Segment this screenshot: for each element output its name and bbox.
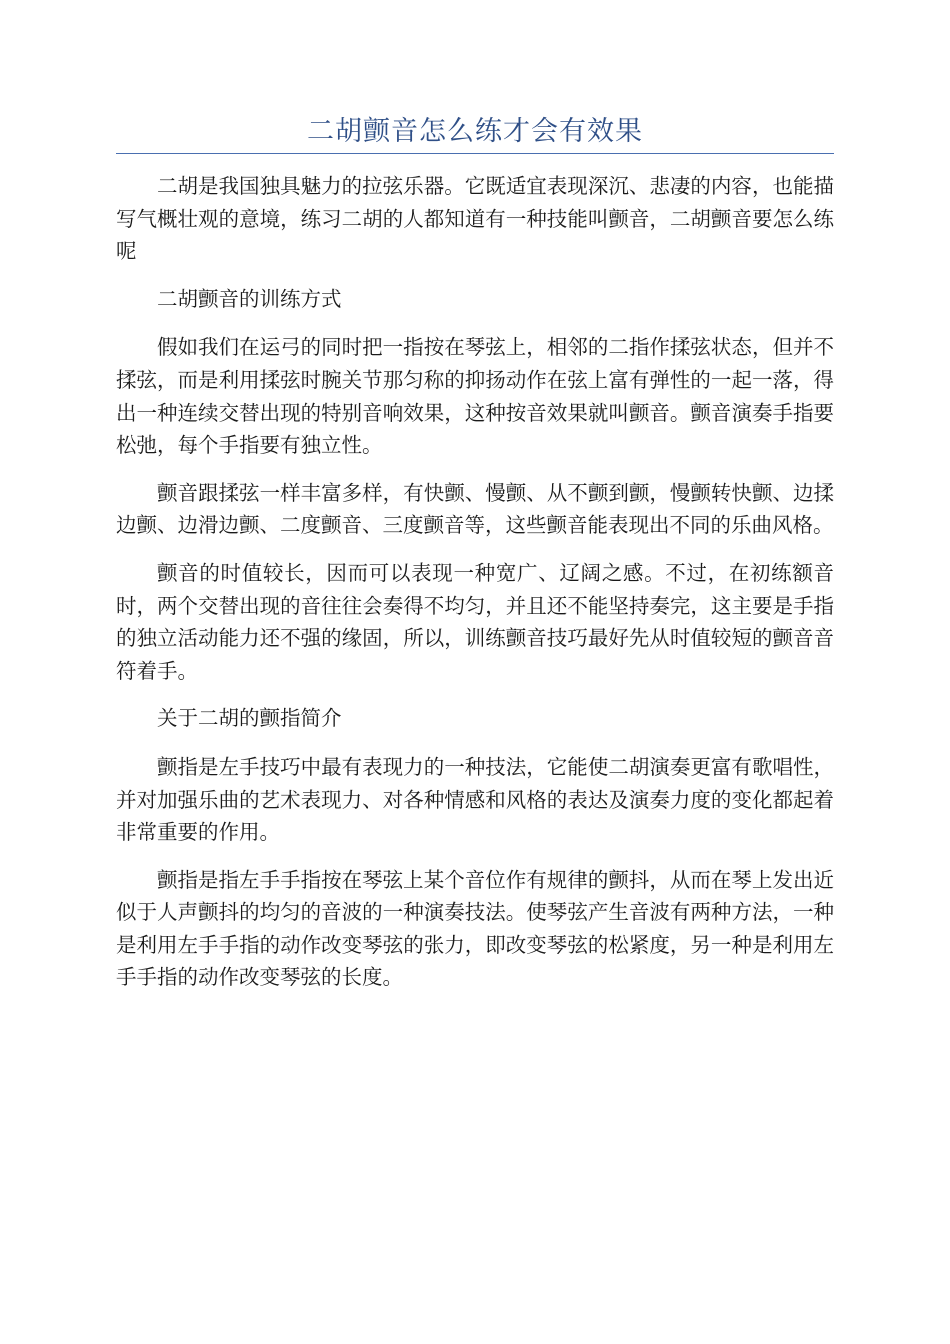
paragraph-practice-tip: 颤音的时值较长，因而可以表现一种宽广、辽阔之感。不过，在初练额音时，两个交替出现的音往往会奏得不均匀，并且还不能坚持奏完，这主要是手指的独立活动能力还不强的缘固，所以，训练颤音技巧最好先从时值较短的颤音音符着手。: [116, 560, 834, 683]
paragraph-expressiveness: 颤指是左手技巧中最有表现力的一种技法，它能使二胡演奏更富有歌唱性，并对加强乐曲的艺术表现力、对各种情感和风格的表达及演奏力度的变化都起着非常重要的作用。: [116, 754, 834, 845]
section-heading-training: 二胡颤音的训练方式: [157, 286, 342, 311]
document-body: [116, 170, 834, 994]
document-page: [116, 112, 834, 1009]
document-title: 二胡颤音怎么练才会有效果: [116, 112, 834, 154]
paragraph-technique: 颤指是指左手手指按在琴弦上某个音位作有规律的颤抖，从而在琴上发出近似于人声颤抖的均匀的音波的一种演奏技法。使琴弦产生音波有两种方法，一种是利用左手手指的动作改变琴弦的张力，即改变琴弦的松紧度，另一种是利用左手手指的动作改变琴弦的长度。: [116, 867, 834, 990]
section-heading-intro: 关于二胡的颤指简介: [157, 706, 342, 731]
paragraph-variety: 颤音跟揉弦一样丰富多样，有快颤、慢颤、从不颤到颤，慢颤转快颤、边揉边颤、边滑边颤、二度颤音、三度颤音等，这些颤音能表现出不同的乐曲风格。: [116, 480, 834, 538]
paragraph-intro: 二胡是我国独具魅力的拉弦乐器。它既适宜表现深沉、悲凄的内容，也能描写气概壮观的意境，练习二胡的人都知道有一种技能叫颤音，二胡颤音要怎么练呢: [116, 174, 834, 264]
paragraph-definition: 假如我们在运弓的同时把一指按在琴弦上，相邻的二指作揉弦状态，但并不揉弦，而是利用揉弦时腕关节那匀称的抑扬动作在弦上富有弹性的一起一落，得出一种连续交替出现的特别音响效果，这种按音效果就叫颤音。颤音演奏手指要松弛，每个手指要有独立性。: [116, 335, 834, 458]
